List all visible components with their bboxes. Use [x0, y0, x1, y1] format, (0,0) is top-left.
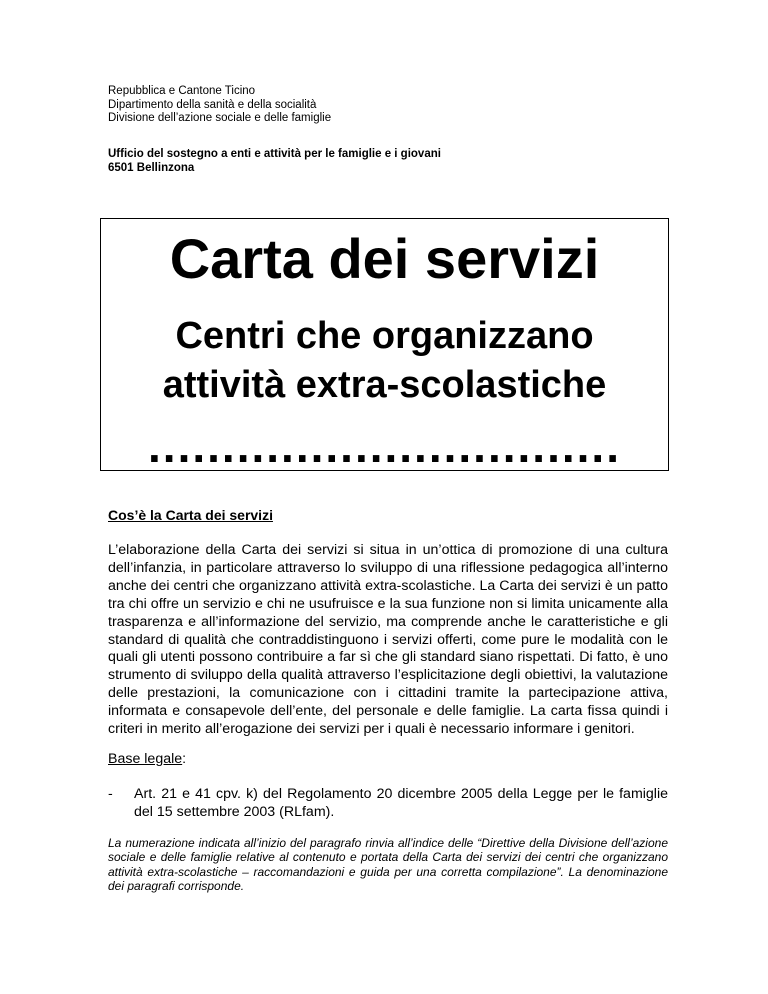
document-subtitle	[101, 312, 668, 410]
legal-basis-heading	[108, 751, 186, 769]
document-title: Carta dei servizi	[169, 227, 600, 290]
issuer-line-division: Divisione dell’azione sociale e delle famiglie	[108, 112, 332, 124]
center-name-placeholder: ................................	[148, 420, 621, 472]
issuer-line-department: Dipartimento della sanità e della socialità	[108, 98, 317, 111]
issuer-line-canton: Repubblica e Cantone Ticino	[108, 85, 256, 97]
subtitle-line-1: Centri che organizzano	[175, 315, 594, 357]
legal-basis-label: Base legale	[108, 751, 183, 767]
legal-basis-item	[108, 786, 668, 822]
legal-basis-text: Art. 21 e 41 cpv. k) del Regolamento 20 dicembre 2005 della Legge per le famiglie del 15 settembre 2003 (RLfam).	[134, 786, 668, 820]
issuer-header	[108, 85, 331, 126]
section-heading: Cos’è la Carta dei servizi	[108, 507, 273, 523]
title-box	[100, 218, 669, 471]
subtitle-line-2: attività extra-scolastiche	[162, 364, 607, 406]
legal-basis-colon: :	[182, 751, 187, 767]
office-address: 6501 Bellinzona	[108, 161, 195, 174]
list-bullet: -	[108, 786, 113, 802]
office-name: Ufficio del sostegno a enti e attività per le famiglie e i giovani	[108, 148, 441, 160]
office-header	[108, 148, 441, 175]
section-body: L’elaborazione della Carta dei servizi si situa in un’ottica di promozione di una cultura dell’infanzia, in particolare attraverso lo sviluppo di una riflessione pedagogica all’interno anche dei centri che organizzano attività extra-scolastiche. La Carta dei servizi è un patto tra chi offre un servizio e chi ne usufruisce e la sua funzione non si limita unicamente alla trasparenza e all’informazione del servizio, ma comprende anche le caratteristiche e gli standard di qualità che contraddistinguono i servizi offerti, come pure le modalità con le quali gli utenti possono contribuire a far sì che gli standard siano rispettati. Di fatto, è uno strumento di sviluppo della qualità attraverso l’esplicitazione degli obiettivi, la valutazione delle prestazioni, la comunicazione con i cittadini tramite la partecipazione attiva, informata e consapevole dell’ente, del personale e delle famiglie. La carta fissa quindi i criteri in merito all’erogazione dei servizi per i quali è necessario informare i genitori.	[108, 542, 668, 738]
footnote: La numerazione indicata all’inizio del paragrafo rinvia all’indice delle “Direttive della Divisione dell’azione sociale e delle famiglie relative al contenuto e portata della Carta dei servizi dei centri che organizzano attività extra-scolastiche – raccomandazioni e guida per una corretta compilazione”. La denominazione dei paragrafi corrisponde.	[108, 836, 668, 894]
